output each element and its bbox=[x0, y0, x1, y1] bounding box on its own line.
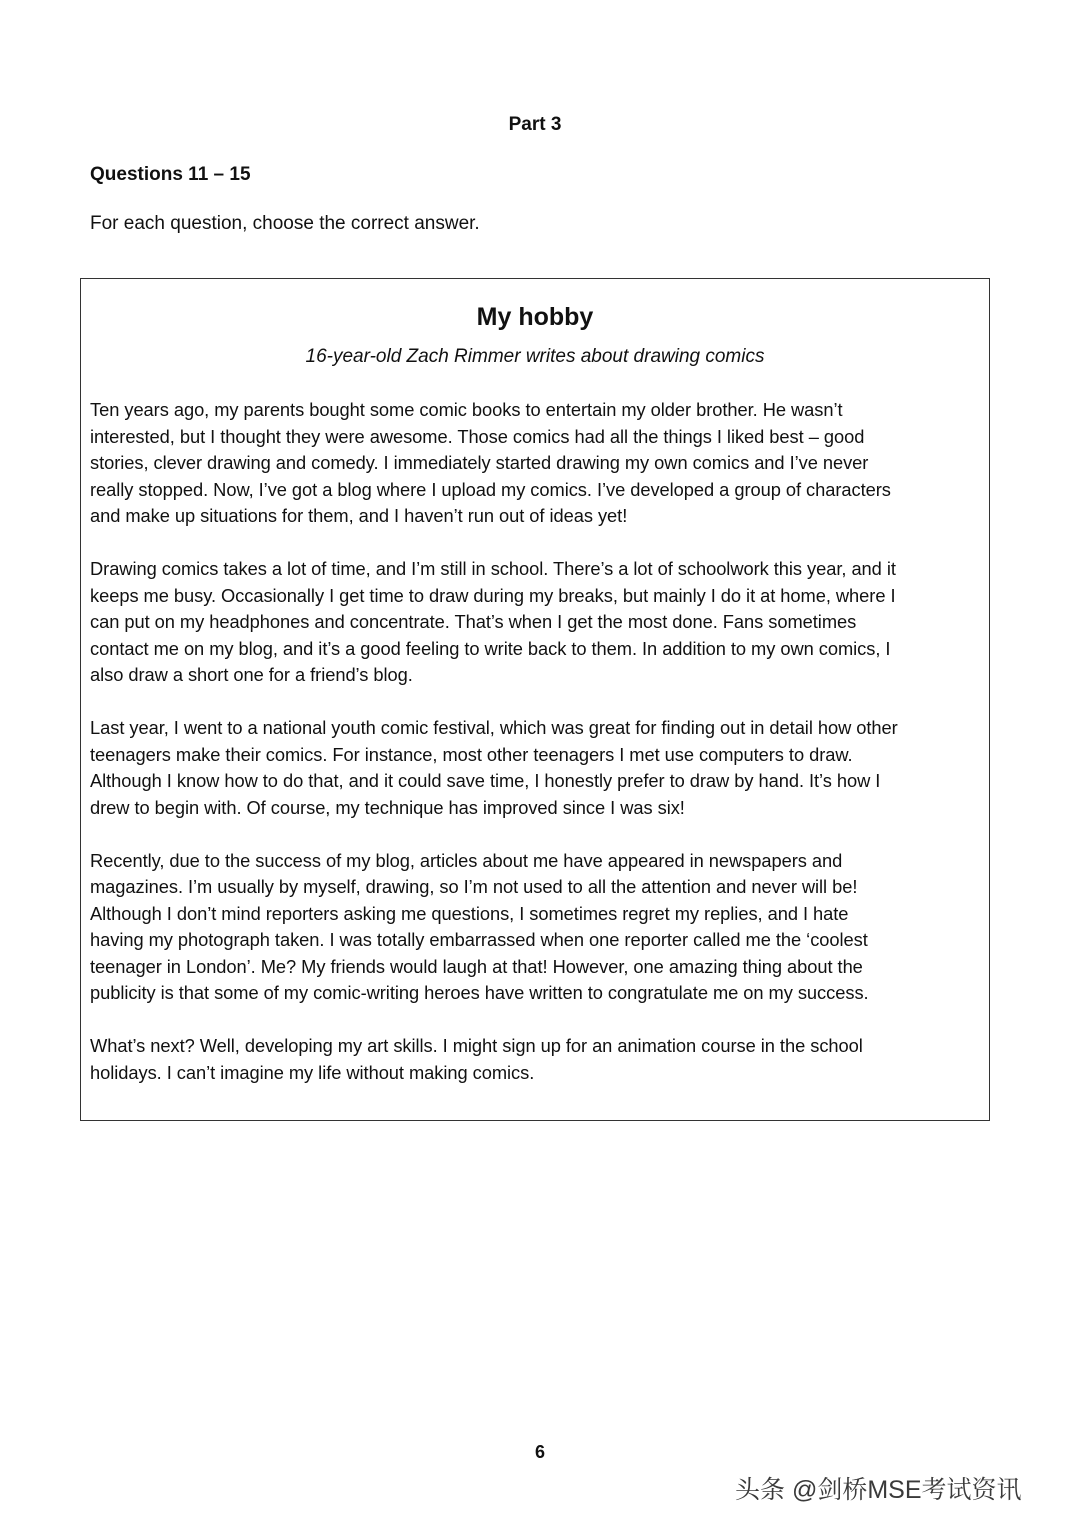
paragraph-line: teenager in London’. Me? My friends would laugh at that! However, one amazing thing about the bbox=[90, 955, 863, 977]
questions-heading: Questions 11 – 15 bbox=[90, 164, 251, 185]
page-number: 6 bbox=[534, 1442, 545, 1462]
article-subtitle: 16-year-old Zach Rimmer writes about drawing comics bbox=[305, 346, 765, 367]
article-body bbox=[90, 397, 986, 1113]
instruction-text: For each question, choose the correct answer. bbox=[90, 213, 480, 234]
paragraph-line: Ten years ago, my parents bought some comic books to entertain my older brother. He wasn’t bbox=[90, 399, 843, 420]
watermark-text: 头条 @剑桥MSE考试资讯 bbox=[735, 1476, 1022, 1504]
paragraph-line: really stopped. Now, I’ve got a blog where I upload my comics. I’ve developed a group of characters bbox=[90, 478, 891, 500]
article-paragraph bbox=[90, 715, 986, 821]
part-title: Part 3 bbox=[508, 114, 562, 135]
paragraph-line: magazines. I’m usually by myself, drawing, so I’m not used to all the attention and never will be! bbox=[90, 876, 858, 897]
paragraph-line: Recently, due to the success of my blog, articles about me have appeared in newspapers and bbox=[90, 849, 843, 871]
paragraph-line: drew to begin with. Of course, my technique has improved since I was six! bbox=[90, 796, 685, 818]
article-title: My hobby bbox=[476, 303, 594, 331]
article-paragraph bbox=[90, 397, 986, 530]
article-paragraph bbox=[90, 848, 986, 1007]
paragraph-line: stories, clever drawing and comedy. I immediately started drawing my own comics and I’ve never bbox=[90, 452, 869, 473]
paragraph-line: What’s next? Well, developing my art skills. I might sign up for an animation course in the school bbox=[90, 1035, 863, 1056]
paragraph-line: Although I don’t mind reporters asking me questions, I sometimes regret my replies, and I hate bbox=[90, 902, 849, 924]
paragraph-line: teenagers make their comics. For instance, most other teenagers I met use computers to draw. bbox=[90, 743, 853, 765]
paragraph-line: interested, but I thought they were awesome. Those comics had all the things I liked best – good bbox=[90, 425, 865, 447]
paragraph-line: Drawing comics takes a lot of time, and I’m still in school. There’s a lot of schoolwork this year, and it bbox=[90, 558, 896, 579]
paragraph-line: Although I know how to do that, and it could save time, I honestly prefer to draw by hand. It’s how I bbox=[90, 770, 881, 791]
paragraph-line: and make up situations for them, and I haven’t run out of ideas yet! bbox=[90, 505, 628, 526]
paragraph-line: can put on my headphones and concentrate. That’s when I get the most done. Fans sometimes bbox=[90, 611, 857, 632]
paragraph-line: keeps me busy. Occasionally I get time to draw during my breaks, but mainly I do it at home, where I bbox=[90, 584, 896, 606]
paragraph-line: publicity is that some of my comic-writing heroes have written to congratulate me on my success. bbox=[90, 982, 869, 1003]
paragraph-line: contact me on my blog, and it’s a good feeling to write back to them. In addition to my own comics, I bbox=[90, 637, 891, 659]
article-paragraph bbox=[90, 556, 986, 689]
paragraph-line: also draw a short one for a friend’s blog. bbox=[90, 664, 413, 685]
paragraph-line: holidays. I can’t imagine my life without making comics. bbox=[90, 1061, 535, 1083]
article-paragraph bbox=[90, 1033, 986, 1086]
paragraph-line: Last year, I went to a national youth comic festival, which was great for finding out in detail how other bbox=[90, 717, 898, 738]
paragraph-line: having my photograph taken. I was totally embarrassed when one reporter called me the ‘coolest bbox=[90, 929, 868, 950]
